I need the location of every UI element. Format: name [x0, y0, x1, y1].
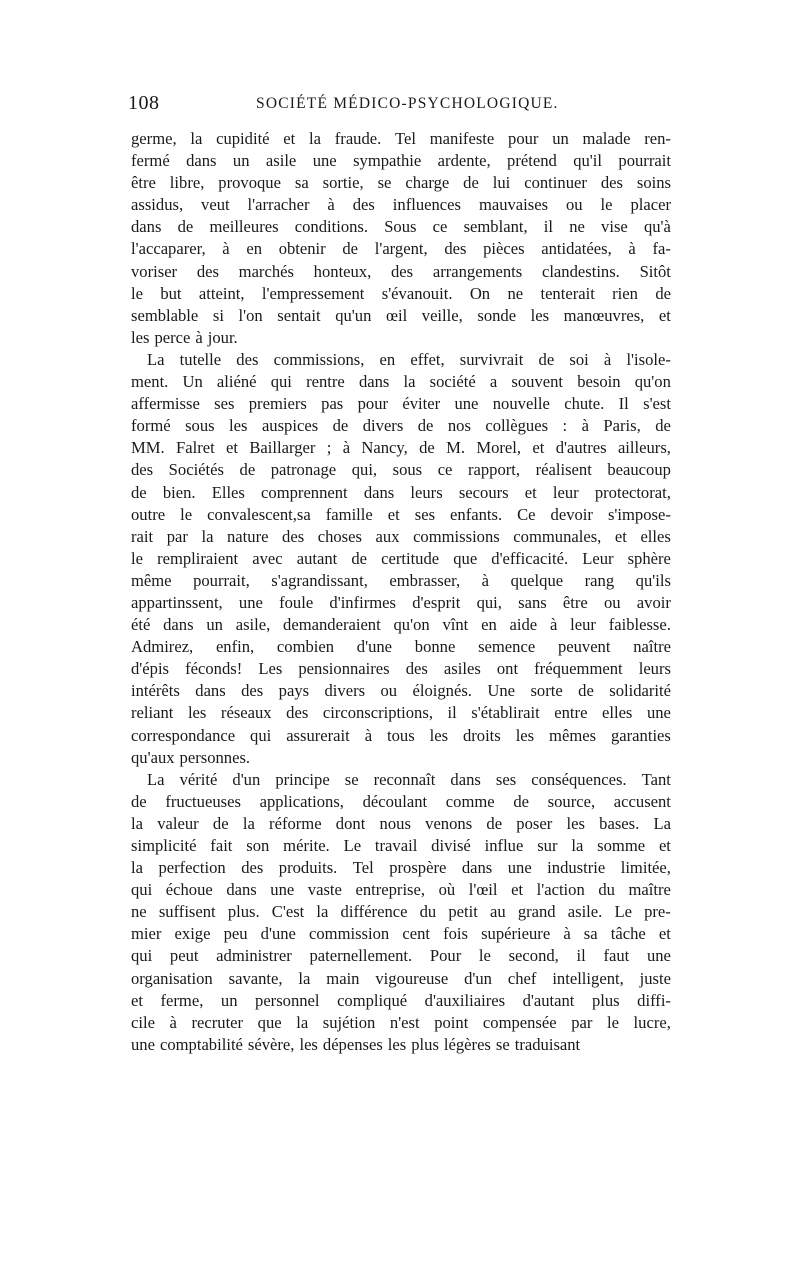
text-line: une comptabilité sévère, les dépenses les plus légères se traduisant — [131, 1034, 581, 1054]
text-line: rait par la nature des choses aux commissions communales, et elles — [131, 526, 671, 546]
text-line: MM. Falret et Baillarger ; à Nancy, de M. Morel, et d'autres ailleurs, — [131, 438, 671, 458]
text-line: fermé dans un asile une sympathie ardente, prétend qu'il pourrait — [131, 151, 671, 171]
paragraph — [131, 128, 671, 349]
text-line: formé sous les auspices de divers de nos collègues : à Paris, de — [131, 416, 671, 436]
text-line: correspondance qui assurerait à tous les droits les mêmes garanties — [131, 725, 671, 745]
text-line: été dans un asile, demanderaient qu'on vînt en aide à leur faiblesse. — [131, 615, 671, 635]
text-line: dans de meilleures conditions. Sous ce semblant, il ne vise qu'à — [131, 217, 671, 237]
running-title: SOCIÉTÉ MÉDICO-PSYCHOLOGIQUE. — [256, 95, 559, 112]
text-line: être libre, provoque sa sortie, se charge de lui continuer des soins — [131, 173, 671, 193]
running-head — [128, 92, 673, 118]
text-line: et ferme, un personnel compliqué d'auxiliaires d'autant plus diffi- — [131, 990, 671, 1010]
text-line: de fructueuses applications, découlant comme de source, accusent — [131, 791, 671, 811]
text-line: La tutelle des commissions, en effet, survivrait de soi à l'isole- — [147, 349, 671, 369]
text-line: l'accaparer, à en obtenir de l'argent, des pièces antidatées, à fa- — [131, 239, 671, 259]
text-line: la valeur de la réforme dont nous venons de poser les bases. La — [131, 813, 671, 833]
text-line: simplicité fait son mérite. Le travail divisé influe sur la somme et — [131, 836, 671, 855]
text-line: de bien. Elles comprennent dans leurs secours et leur protectorat, — [131, 482, 671, 502]
body-text — [131, 128, 671, 1056]
text-line: la perfection des produits. Tel prospère dans une industrie limitée, — [131, 858, 671, 878]
paragraph — [131, 349, 671, 769]
page-number: 108 — [128, 92, 160, 114]
text-line: qu'aux personnes. — [131, 747, 251, 767]
text-line: des Sociétés de patronage qui, sous ce rapport, réalisent beaucoup — [131, 460, 671, 480]
text-line: appartinssent, une foule d'infirmes d'esprit qui, sans être ou avoir — [131, 592, 671, 612]
text-line: semblable si l'on sentait qu'un œil veille, sonde les manœuvres, et — [131, 305, 671, 325]
text-line: germe, la cupidité et la fraude. Tel manifeste pour un malade ren- — [131, 129, 671, 148]
text-line: Admirez, enfin, combien d'une bonne semence peuvent naître — [131, 637, 671, 657]
text-line: ne suffisent plus. C'est la différence du petit au grand asile. Le pre- — [131, 902, 671, 922]
text-line: mier exige peu d'une commission cent fois supérieure à sa tâche et — [131, 924, 671, 944]
text-line: d'épis féconds! Les pensionnaires des asiles ont fréquemment leurs — [131, 659, 671, 679]
text-line: le but atteint, l'empressement s'évanouit. On ne tenterait rien de — [131, 283, 671, 303]
paragraph — [131, 769, 671, 1056]
text-line: ment. Un aliéné qui rentre dans la société a souvent besoin qu'on — [131, 372, 671, 392]
text-line: La vérité d'un principe se reconnaît dans ses conséquences. Tant — [147, 769, 671, 789]
text-line: le rempliraient avec autant de certitude que d'efficacité. Leur sphère — [131, 548, 671, 568]
text-line: organisation savante, la main vigoureuse d'un chef intelligent, juste — [131, 968, 671, 988]
text-line: qui échoue dans une vaste entreprise, où l'œil et l'action du maître — [131, 880, 671, 900]
text-line: intérêts dans des pays divers ou éloignés. Une sorte de solidarité — [131, 681, 671, 701]
text-line: voriser des marchés honteux, des arrangements clandestins. Sitôt — [131, 261, 671, 281]
text-line: outre le convalescent,sa famille et ses enfants. Ce devoir s'impose- — [131, 504, 671, 524]
text-line: qui peut administrer paternellement. Pour le second, il faut une — [131, 946, 671, 966]
text-line: reliant les réseaux des circonscriptions, il s'établirait entre elles une — [131, 703, 671, 723]
text-line: les perce à jour. — [131, 327, 238, 347]
text-line: même pourrait, s'agrandissant, embrasser, à quelque rang qu'ils — [131, 570, 671, 590]
text-line: affermisse ses premiers pas pour éviter une nouvelle chute. Il s'est — [131, 394, 671, 414]
text-line: cile à recruter que la sujétion n'est point compensée par le lucre, — [131, 1012, 671, 1032]
text-line: assidus, veut l'arracher à des influences mauvaises ou le placer — [131, 195, 671, 215]
